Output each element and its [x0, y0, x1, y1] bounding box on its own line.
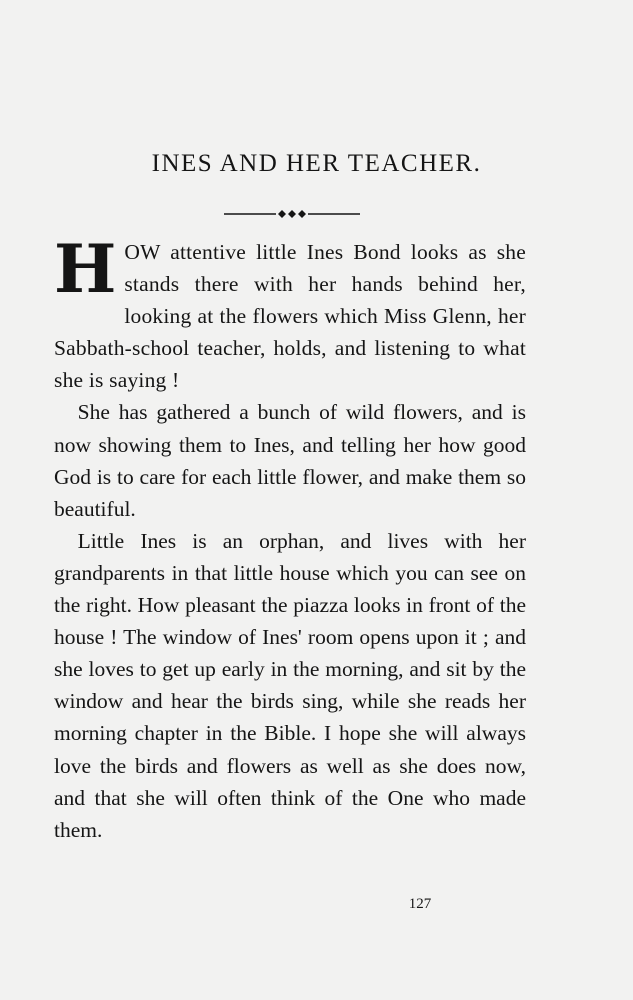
chapter-title: INES AND HER TEACHER. [151, 150, 482, 177]
paragraph-2: She has gathered a bunch of wild flowers, and is now showing them to Ines, and telling her how good God is to care for each little flower, and make them so beautiful. [54, 400, 526, 521]
paragraph-3: Little Ines is an orphan, and lives with her grandparents in that little house which you can see on the right. How pleasant the piazza looks in front of the house ! The window of Ines' room opens upon it ; and she loves to get up early in the morning, and sit by the window and hear the birds sing, while she reads her morning chapter in the Bible. I hope she will always love the birds and flowers as well as she does now, and that she will often think of the One who made them. [54, 528, 526, 842]
paragraph-1-text: OW attentive little Ines Bond looks as she stands there with her hands behind her, looking at the flowers which Miss Glenn, her Sabbath-school teacher, holds, and listening to what she is saying ! [54, 240, 526, 393]
body-text [54, 230, 526, 846]
page-number: 127 [408, 896, 432, 912]
paragraph-1 [54, 230, 526, 396]
drop-cap-letter: H [54, 230, 117, 308]
ornamental-divider [224, 207, 360, 221]
